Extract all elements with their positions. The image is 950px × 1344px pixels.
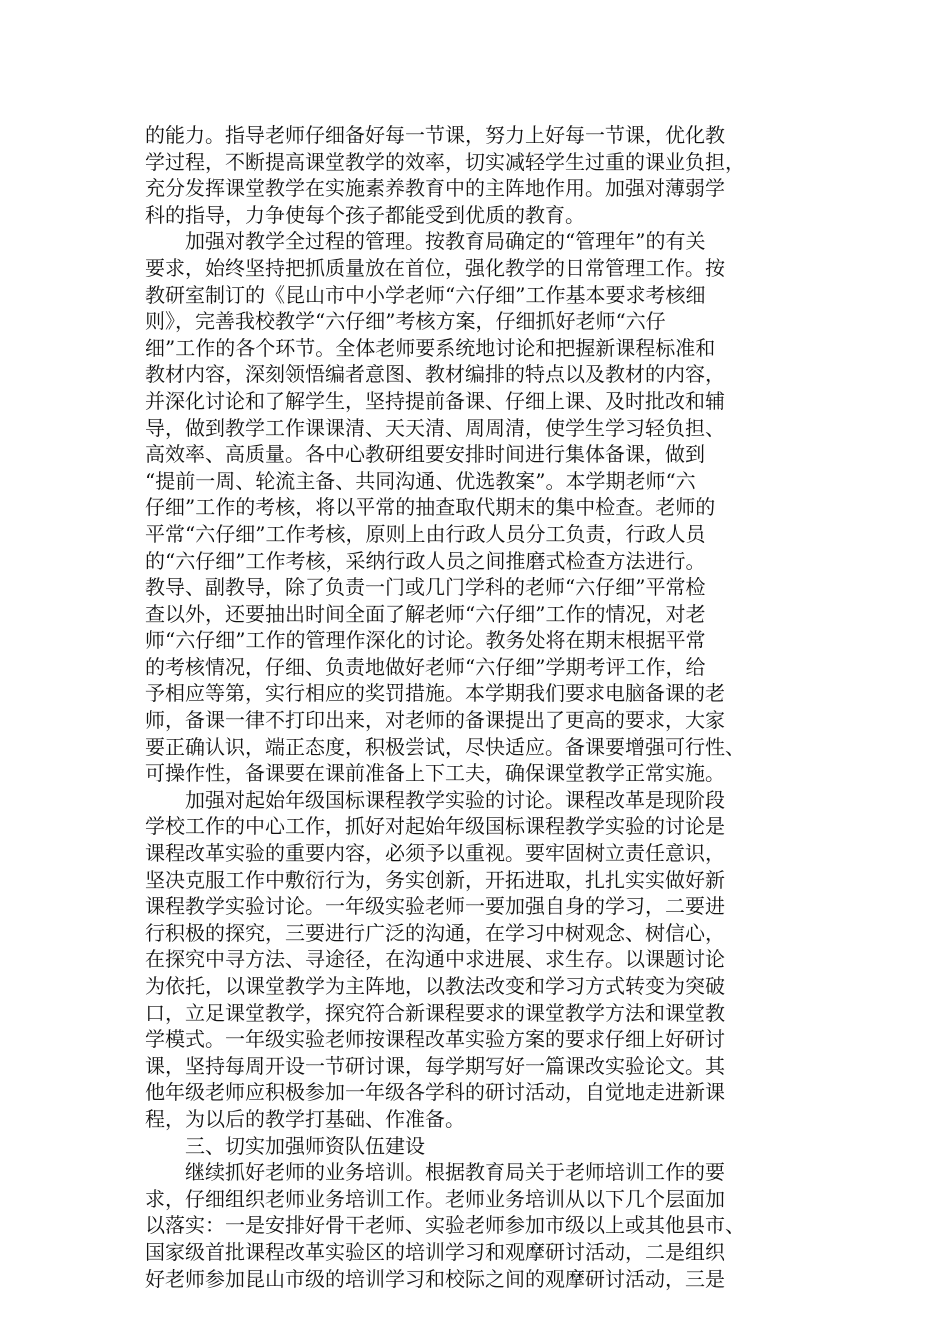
text-line: 口，立足课堂教学，探究符合新课程要求的课堂教学方法和课堂教 — [145, 1000, 725, 1025]
text-line: 课，坚持每周开设一节研讨课，每学期写好一篇课改实验论文。其 — [145, 1053, 725, 1078]
text-line: 并深化讨论和了解学生，坚持提前备课、仔细上课、及时批改和辅 — [145, 388, 725, 413]
text-line: 加强对教学全过程的管理。按教育局确定的“管理年”的有关 — [185, 229, 706, 254]
document-body — [145, 122, 825, 1292]
text-line: 在探究中寻方法、寻途径，在沟通中求进展、求生存。以课题讨论 — [145, 947, 725, 972]
text-line: 则》，完善我校教学“六仔细”考核方案，仔细抓好老师“六仔 — [145, 309, 666, 334]
text-line: 行积极的探究，三要进行广泛的沟通，在学习中树观念、树信心， — [145, 920, 725, 945]
text-line: 的能力。指导老师仔细备好每一节课，努力上好每一节课，优化教 — [145, 123, 725, 147]
text-line: 的“六仔细”工作考核，采纳行政人员之间推磨式检查方法进行。 — [145, 548, 706, 573]
text-line: 师，备课一律不打印出来，对老师的备课提出了更高的要求，大家 — [145, 708, 725, 733]
text-line: 教研室制订的《昆山市中小学老师“六仔细”工作基本要求考核细 — [145, 282, 706, 307]
text-line: 他年级老师应积极参加一年级各学科的研讨活动，自觉地走进新课 — [145, 1080, 725, 1105]
text-line: 国家级首批课程改革实验区的培训学习和观摩研讨活动，二是组织 — [145, 1239, 725, 1264]
text-line: 程，为以后的教学打基础、作准备。 — [145, 1106, 465, 1131]
text-line: 课程教学实验讨论。一年级实验老师一要加强自身的学习，二要进 — [145, 894, 725, 919]
text-line: 要求，始终坚持把抓质量放在首位，强化教学的日常管理工作。按 — [145, 255, 725, 280]
text-line: 课程改革实验的重要内容，必须予以重视。要牢固树立责任意识， — [145, 841, 725, 866]
text-line: 平常“六仔细”工作考核，原则上由行政人员分工负责，行政人员 — [145, 521, 706, 546]
text-line: 以落实：一是安排好骨干老师、实验老师参加市级以上或其他县市、 — [145, 1213, 745, 1238]
text-line: 导，做到教学工作课课清、天天清、周周清，使学生学习轻负担、 — [145, 415, 725, 440]
text-line: 为依托，以课堂教学为主阵地，以教法改变和学习方式转变为突破 — [145, 974, 725, 998]
text-line: “提前一周、轮流主备、共同沟通、优选教案”。本学期老师“六 — [145, 468, 696, 493]
text-line: 学模式。一年级实验老师按课程改革实验方案的要求仔细上好研讨 — [145, 1027, 725, 1052]
text-line: 加强对起始年级国标课程教学实验的讨论。课程改革是现阶段 — [185, 787, 725, 812]
text-line: 学校工作的中心工作，抓好对起始年级国标课程教学实验的讨论是 — [145, 814, 725, 839]
text-line: 求，仔细组织老师业务培训工作。老师业务培训从以下几个层面加 — [145, 1186, 725, 1211]
text-line: 查以外，还要抽出时间全面了解老师“六仔细”工作的情况，对老 — [145, 601, 706, 626]
text-line: 充分发挥课堂教学在实施素养教育中的主阵地作用。加强对薄弱学 — [145, 176, 725, 201]
text-line: 细”工作的各个环节。全体老师要系统地讨论和把握新课程标准和 — [145, 335, 716, 360]
text-line: 要正确认识，端正态度，积极尝试，尽快适应。备课要增强可行性、 — [145, 734, 745, 759]
text-line: 可操作性，备课要在课前准备上下工夫，确保课堂教学正常实施。 — [145, 761, 725, 786]
text-line: 高效率、高质量。各中心教研组要安排时间进行集体备课，做到 — [145, 442, 705, 467]
text-line: 坚决克服工作中敷衍行为，务实创新，开拓进取，扎扎实实做好新 — [145, 867, 725, 892]
text-line: 的考核情况，仔细、负责地做好老师“六仔细”学期考评工作，给 — [145, 654, 706, 679]
text-line: 予相应等第，实行相应的奖罚措施。本学期我们要求电脑备课的老 — [145, 681, 725, 706]
text-line: 学过程，不断提高课堂教学的效率，切实减轻学生过重的课业负担， — [145, 149, 745, 174]
text-line: 科的指导，力争使每个孩子都能受到优质的教育。 — [145, 202, 585, 227]
text-line: 继续抓好老师的业务培训。根据教育局关于老师培训工作的要 — [185, 1160, 725, 1185]
text-line: 仔细”工作的考核，将以平常的抽查取代期末的集中检查。老师的 — [145, 495, 716, 520]
text-line: 教导、副教导，除了负责一门或几门学科的老师“六仔细”平常检 — [145, 575, 706, 600]
text-line: 好老师参加昆山市级的培训学习和校际之间的观摩研讨活动，三是 — [145, 1266, 725, 1291]
text-line: 师“六仔细”工作的管理作深化的讨论。教务处将在期末根据平常 — [145, 628, 706, 653]
text-line: 教材内容，深刻领悟编者意图、教材编排的特点以及教材的内容， — [145, 362, 725, 387]
text-line: 三、切实加强师资队伍建设 — [185, 1133, 425, 1158]
